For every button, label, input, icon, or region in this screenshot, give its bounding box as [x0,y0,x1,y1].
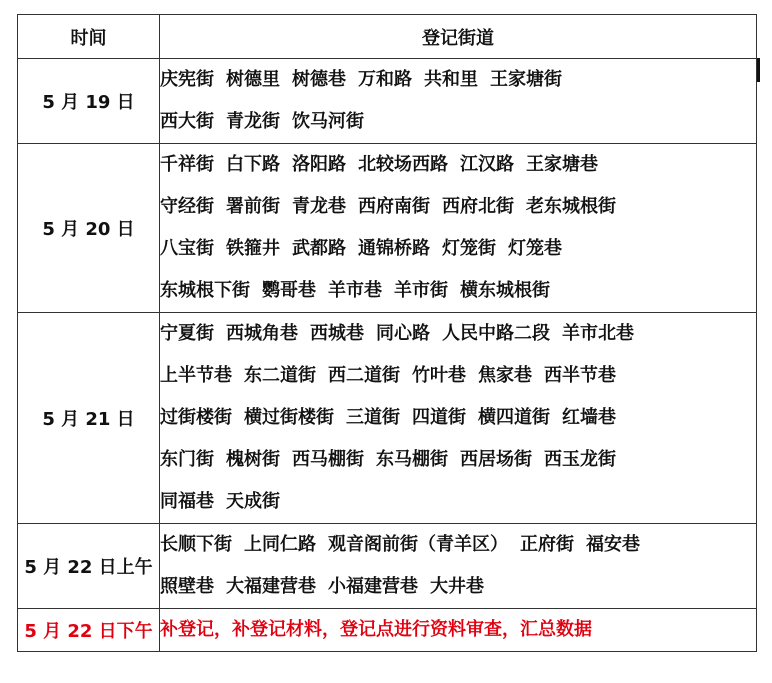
street-line [160,397,756,439]
street-name: 通锦桥路 [358,238,430,259]
street-name: 照壁巷 [160,576,214,597]
edge-mark [757,58,760,82]
street-line [160,101,756,143]
street-name: 万和路 [358,69,412,90]
street-line [160,228,756,270]
street-name: 横东城根街 [460,280,550,301]
header-time: 时间 [18,15,160,59]
street-line [160,313,756,355]
street-name: 西府北街 [442,196,514,217]
street-name: 八宝街 [160,238,214,259]
street-name: 树德巷 [292,69,346,90]
task-text: 补登记，补登记材料，登记点进行资料审查，汇总数据 [160,619,592,640]
street-name: 槐树街 [226,449,280,470]
date-cell: 5 月 22 日下午 [18,609,160,652]
table-row [18,144,757,313]
street-name: 西城巷 [310,323,364,344]
street-name: 羊市北巷 [562,323,634,344]
street-name: 西二道街 [328,365,400,386]
street-name: 西玉龙街 [544,449,616,470]
table-row-afternoon [18,609,757,652]
street-name: 正府街 [520,534,574,555]
street-name: 观音阁前街（青羊区） [328,534,508,555]
date-cell: 5 月 20 日 [18,144,160,313]
street-name: 共和里 [424,69,478,90]
street-name: 福安巷 [586,534,640,555]
street-name: 羊市巷 [328,280,382,301]
street-name: 鹦哥巷 [262,280,316,301]
street-line [160,270,756,312]
street-name: 四道街 [412,407,466,428]
street-name: 树德里 [226,69,280,90]
street-name: 西大街 [160,111,214,132]
street-name: 羊市街 [394,280,448,301]
street-name: 守经街 [160,196,214,217]
street-name: 江汉路 [460,154,514,175]
street-line [160,566,756,608]
street-name: 灯笼街 [442,238,496,259]
streets-cell [160,313,757,524]
street-name: 西府南街 [358,196,430,217]
street-name: 白下路 [226,154,280,175]
street-name: 青龙巷 [292,196,346,217]
street-name: 庆宪街 [160,69,214,90]
street-name: 西马棚街 [292,449,364,470]
street-name: 饮马河街 [292,111,364,132]
street-name: 老东城根街 [526,196,616,217]
street-name: 同福巷 [160,491,214,512]
streets-cell [160,59,757,144]
table-row [18,313,757,524]
header-row [18,15,757,59]
street-name: 竹叶巷 [412,365,466,386]
street-name: 小福建营巷 [328,576,418,597]
date-cell: 5 月 19 日 [18,59,160,144]
street-name: 王家塘巷 [526,154,598,175]
street-name: 横四道街 [478,407,550,428]
street-name: 铁箍井 [226,238,280,259]
street-name: 署前街 [226,196,280,217]
street-name: 天成街 [226,491,280,512]
street-line [160,524,756,566]
street-name: 同心路 [376,323,430,344]
table-row [18,524,757,609]
street-name: 三道街 [346,407,400,428]
street-name: 长顺下街 [160,534,232,555]
task-cell [160,609,757,652]
street-name: 武都路 [292,238,346,259]
streets-cell [160,524,757,609]
street-name: 大福建营巷 [226,576,316,597]
street-name: 大井巷 [430,576,484,597]
street-name: 东马棚街 [376,449,448,470]
street-line [160,439,756,481]
date-cell: 5 月 22 日上午 [18,524,160,609]
street-name: 王家塘街 [490,69,562,90]
street-name: 洛阳路 [292,154,346,175]
street-name: 上半节巷 [160,365,232,386]
street-line [160,144,756,186]
street-name: 东城根下街 [160,280,250,301]
street-name: 千祥街 [160,154,214,175]
street-name: 灯笼巷 [508,238,562,259]
street-name: 青龙街 [226,111,280,132]
street-line [160,59,756,101]
street-name: 西城角巷 [226,323,298,344]
street-name: 横过街楼街 [244,407,334,428]
street-name: 红墙巷 [562,407,616,428]
street-name: 东门街 [160,449,214,470]
streets-cell [160,144,757,313]
street-line [160,186,756,228]
street-line [160,481,756,523]
street-name: 东二道街 [244,365,316,386]
street-name: 焦家巷 [478,365,532,386]
street-name: 北较场西路 [358,154,448,175]
date-cell: 5 月 21 日 [18,313,160,524]
table-body [18,59,757,652]
street-name: 人民中路二段 [442,323,550,344]
street-name: 西居场街 [460,449,532,470]
street-name: 宁夏街 [160,323,214,344]
street-line [160,355,756,397]
table-row [18,59,757,144]
street-name: 上同仁路 [244,534,316,555]
street-name: 过街楼街 [160,407,232,428]
registration-schedule-table [17,14,757,652]
street-name: 西半节巷 [544,365,616,386]
header-streets: 登记街道 [160,15,757,59]
